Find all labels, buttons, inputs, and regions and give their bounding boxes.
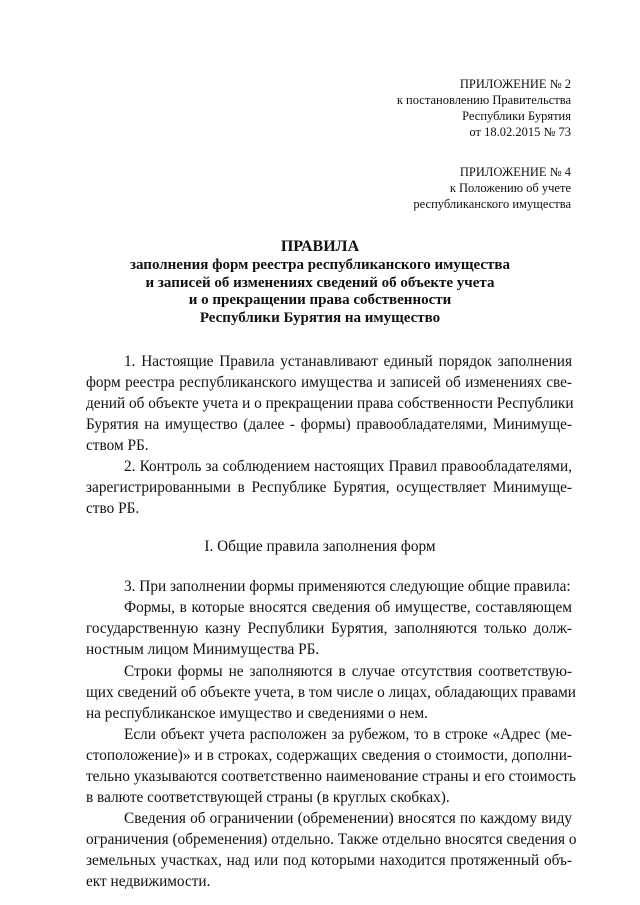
appendix-4-title: ПРИЛОЖЕНИЕ № 4: [459, 165, 571, 179]
appendix-2-title: ПРИЛОЖЕНИЕ № 2: [459, 77, 571, 91]
body-line: ство РБ.: [86, 500, 140, 517]
appendix-2-line-2: Республики Бурятия: [462, 109, 571, 123]
appendix-2-line-3: от 18.02.2015 № 73: [469, 125, 571, 139]
body-line: Бурятия на имущество (далее - формы) правообладателями, Минимуще-: [86, 416, 572, 433]
appendix-4-line-2: республиканского имущества: [413, 197, 571, 211]
body-line: ностным лицом Минимущества РБ.: [86, 641, 320, 658]
body-line: в валюте соответствующей страны (в круглых скобках).: [86, 789, 450, 806]
body-line: форм реестра республиканского имущества и записей об изменениях све-: [86, 374, 572, 391]
body-line: тельно указываются соответственно наименование страны и его стоимость: [86, 768, 576, 785]
body-line: ограничения (обременения) отдельно. Также отдельно вносятся сведения о: [86, 831, 577, 848]
body-line: Строки формы не заполняются в случае отсутствия соответствую-: [124, 663, 572, 680]
body-line: ством РБ.: [86, 437, 149, 454]
body-line: ект недвижимости.: [86, 873, 211, 890]
body-line: на республиканское имущество и сведениями о нем.: [86, 705, 429, 722]
body-line: земельных участках, над или под которыми находится протяженный объ-: [86, 852, 572, 869]
body-line: щих сведений об объекте учета, в том числе о лицах, обладающих правами: [86, 684, 576, 701]
heading-line-3: и о прекращении права собственности: [188, 292, 452, 308]
document-heading: [0, 237, 640, 327]
rules-title: ПРАВИЛА: [280, 238, 360, 255]
heading-line-4: Республики Бурятия на имущество: [199, 309, 441, 326]
section-title: I. Общие правила заполнения форм: [204, 538, 436, 555]
body-line: Сведения об ограничении (обременении) вносятся по каждому виду: [124, 810, 572, 827]
body-line: зарегистрированными в Республике Бурятия, осуществляет Минимуще-: [86, 479, 572, 496]
body-line: Если объект учета расположен за рубежом, то в строке «Адрес (ме-: [124, 726, 572, 743]
body-line: стоположение)» и в строках, содержащих сведения о стоимости, дополни-: [86, 747, 572, 764]
body-line: 2. Контроль за соблюдением настоящих Правил правообладателями,: [124, 458, 572, 475]
appendix-4-line-1: к Положению об учете: [449, 181, 571, 195]
appendix-2-line-1: к постановлению Правительства: [396, 93, 571, 107]
heading-line-1: заполнения форм реестра республиканского имущества: [129, 257, 511, 273]
body-line: Формы, в которые вносятся сведения об имуществе, составляющем: [124, 599, 572, 616]
body-line: 3. При заполнении формы применяются следующие общие правила:: [124, 578, 571, 595]
body-line: 1. Настоящие Правила устанавливают единый порядок заполнения: [124, 353, 572, 370]
heading-line-2: и записей об изменениях сведений об объекте учета: [145, 274, 495, 291]
body-line: государственную казну Республики Бурятия, заполняются только долж-: [86, 620, 572, 637]
body-line: дений об объекте учета и о прекращении права собственности Республики: [86, 395, 574, 412]
